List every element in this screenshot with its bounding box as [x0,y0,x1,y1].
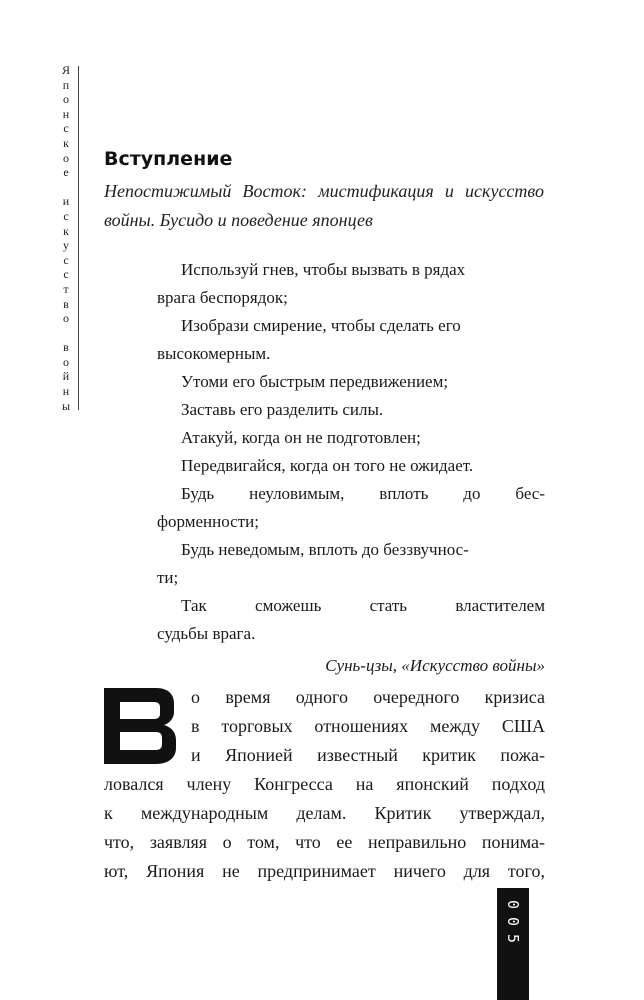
running-head-char: е [63,165,69,180]
running-head-char: ы [61,398,71,413]
epigraph-line: ти; [157,568,179,587]
running-head-char: у [63,238,69,253]
page-number-digit: 0 [504,916,523,927]
epigraph-line: Атакуй, когда он не подготовлен; [181,428,421,447]
running-head-char [65,327,68,339]
epigraph [157,256,545,680]
epigraph-line: Будь неуловимым, вплоть до бес- [181,484,545,503]
running-head-char: о [63,311,69,326]
running-head-char: о [63,354,69,369]
body-text [104,683,545,886]
body-line: в торговых отношениях между США [191,716,545,736]
epigraph-line: Передвигайся, когда он того не ожидает. [181,456,474,475]
running-head-char: и [62,194,70,209]
running-head-char: п [62,77,70,92]
running-head-char: к [63,223,69,238]
chapter-title: Вступление [104,148,233,170]
running-head-char: с [63,208,69,223]
running-head-char: к [63,135,69,150]
epigraph-line: Используй гнев, чтобы вызвать в рядах [181,260,466,279]
epigraph-line: Будь неведомым, вплоть до беззвучнос- [181,540,469,559]
body-line: и Японией известный критик пожа- [191,745,545,765]
running-head-char: Я [61,63,70,77]
running-head-rule [78,66,79,410]
running-head-char: о [63,92,69,107]
running-head-char: т [63,281,69,296]
running-head-char: с [63,121,69,136]
running-head-char: н [62,384,70,399]
body-line: ют, Япония не предпринимает ничего для того, [104,861,545,881]
epigraph-source: Сунь-цзы, «Искусство войны» [325,656,545,675]
page-number-digit: 5 [504,933,523,944]
epigraph-line: высокомерным. [157,344,271,363]
running-head-char: й [62,369,70,384]
running-head-char: о [63,150,69,165]
body-line: что, заявляя о том, что ее неправильно понима- [104,832,545,852]
epigraph-line: Изобрази смирение, чтобы сделать его [181,316,461,335]
page-number [505,896,521,947]
running-head-char: с [63,252,69,267]
epigraph-line: судьбы врага. [157,624,256,643]
body-line: ловался члену Конгресса на японский подход [104,774,545,794]
running-head-char: в [63,340,69,355]
running-head [58,64,74,412]
epigraph-line: Заставь его разделить силы. [181,400,384,419]
epigraph-line: форменности; [157,512,259,531]
epigraph-line: врага беспорядок; [157,288,288,307]
body-line: к международным делам. Критик утверждал, [104,803,545,823]
running-head-char: н [62,106,70,121]
epigraph-line: Утоми его быстрым передвижением; [181,372,449,391]
running-head-char [65,181,68,193]
running-head-char: с [63,267,69,282]
chapter-subtitle: Непостижимый Восток: мистификация и искусство войны. Бусидо и поведение японцев [104,181,544,230]
epigraph-line: Так сможешь стать властителем [181,596,545,615]
body-line: о время одного очередного кризиса [191,687,545,707]
running-head-char: в [63,296,69,311]
page-number-digit: 0 [504,899,523,910]
